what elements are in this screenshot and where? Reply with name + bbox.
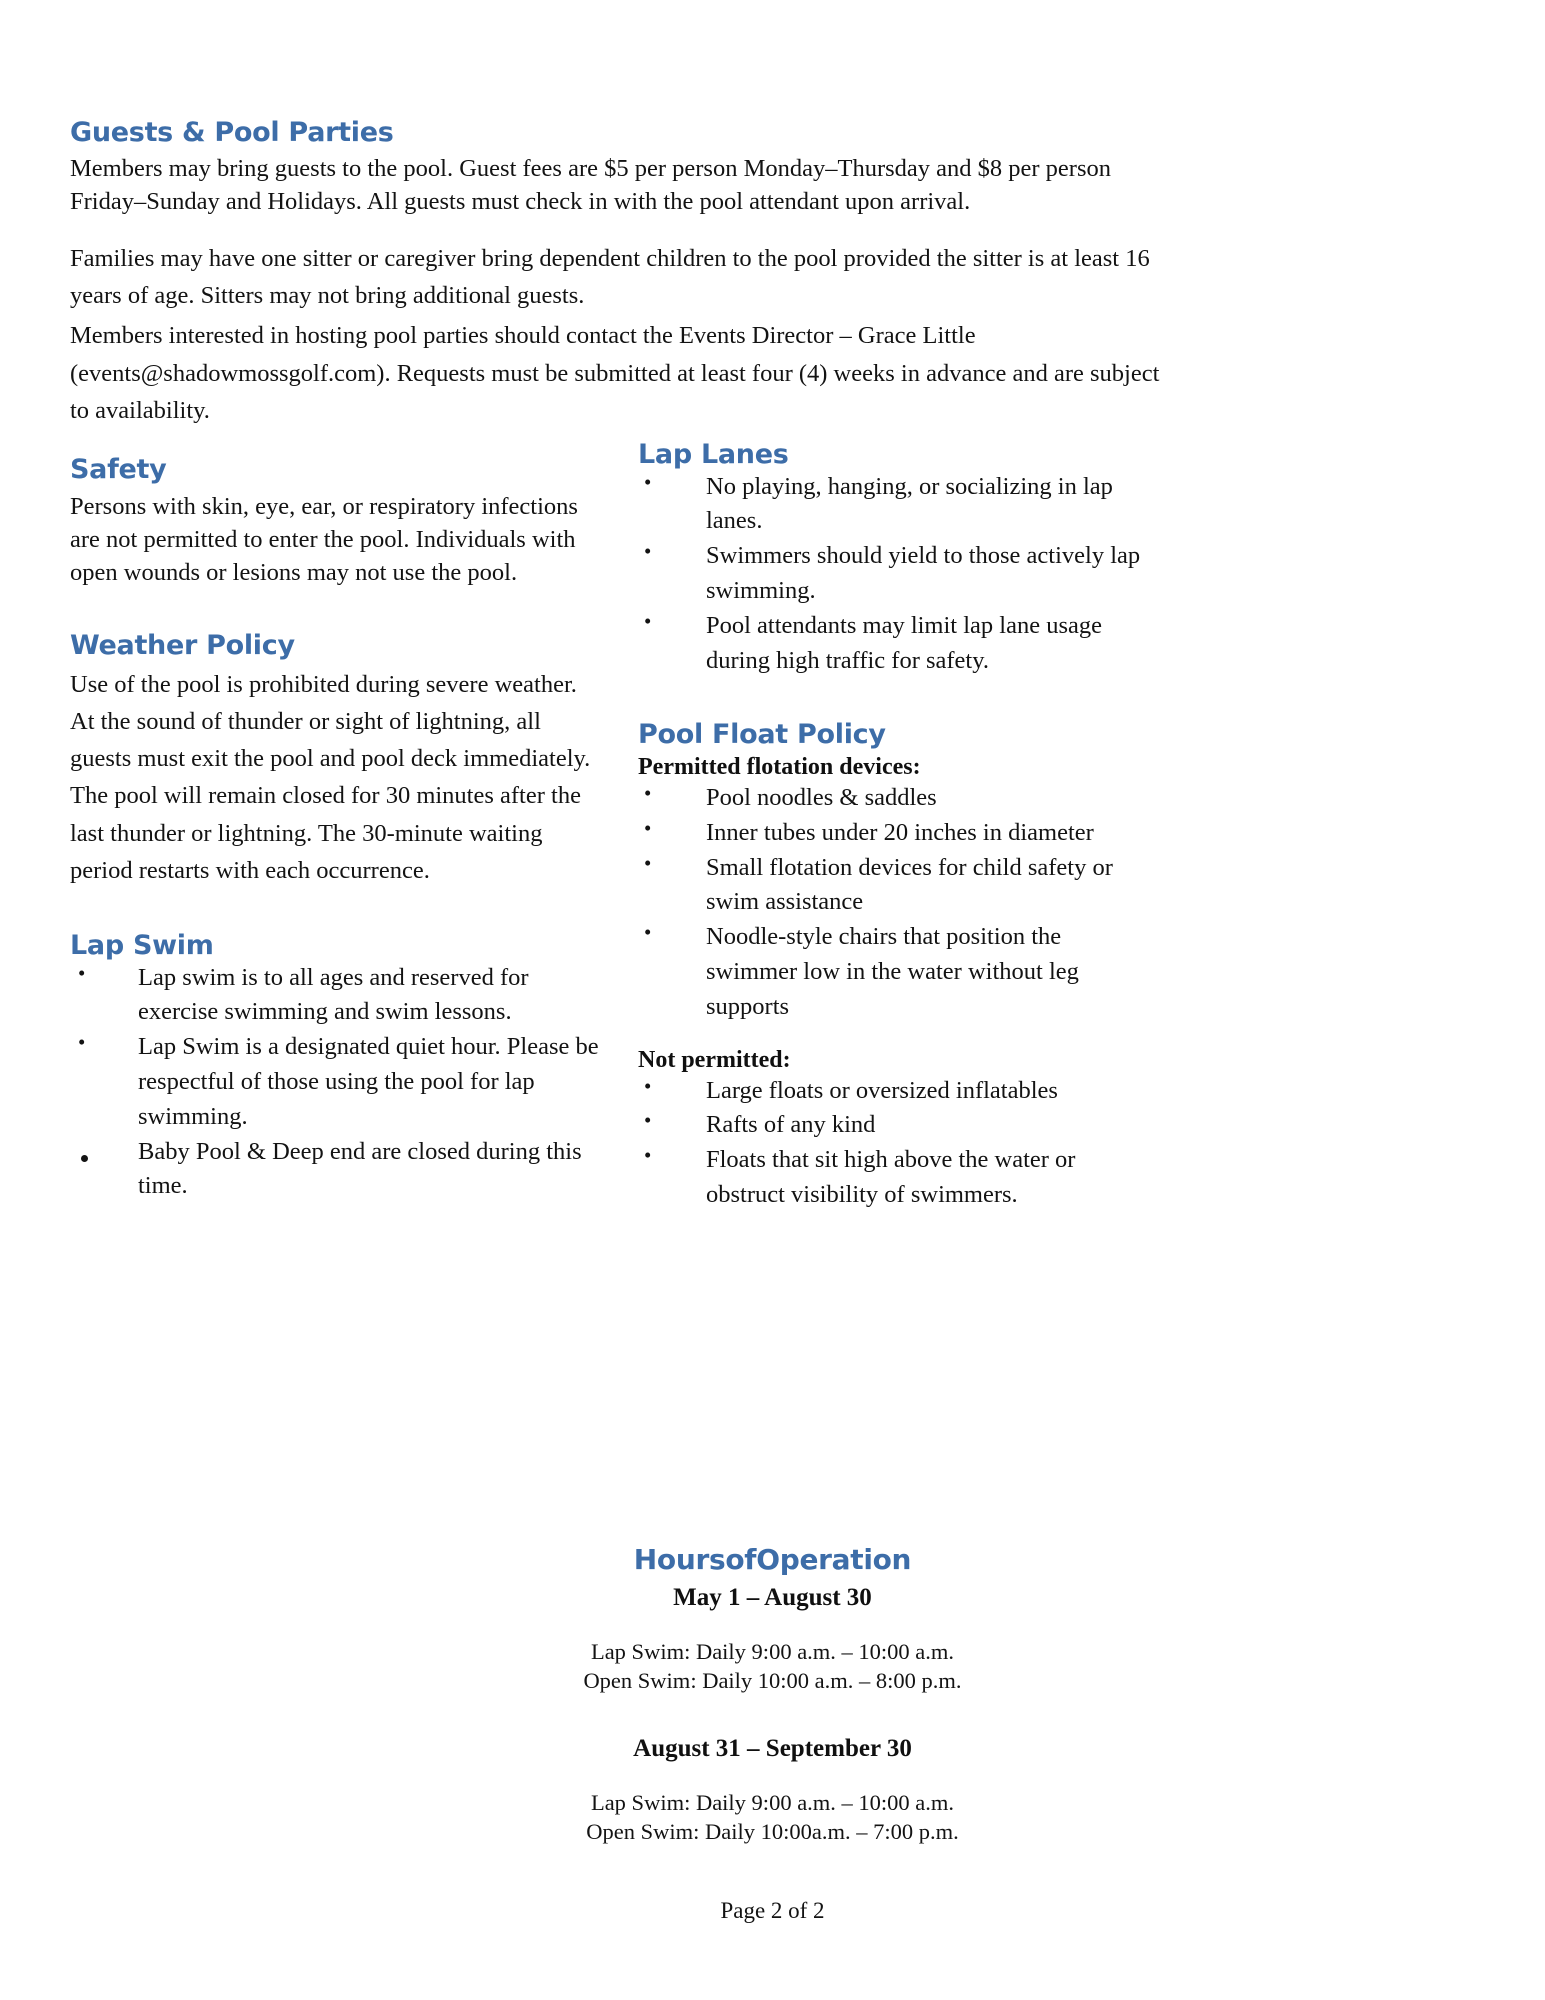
hours-open-swim-2: Open Swim: Daily 10:00a.m. – 7:00 p.m. — [586, 1819, 959, 1845]
hours-open-swim-1: Open Swim: Daily 10:00 a.m. – 8:00 p.m. — [583, 1667, 962, 1693]
list-item: Baby Pool & Deep end are closed during this time. — [70, 1135, 600, 1205]
section-pool-float-policy — [638, 720, 1158, 1212]
list-item: • Pool attendants may limit lap lane usage during high traffic for safety. — [638, 609, 1158, 679]
heading-hours-of-operation: HoursofOperation — [633, 1543, 912, 1576]
hours-lap-swim-2: Lap Swim: Daily 9:00 a.m. – 10:00 a.m. — [590, 1790, 955, 1816]
section-weather-policy — [70, 631, 600, 889]
guests-paragraph-1: Members may bring guests to the pool. Guest fees are $5 per person Monday–Thursday and $8 per person Friday–Sunday and Holidays. All guests must check in with the pool attendant upon arrival. — [70, 154, 1111, 215]
section-lap-swim — [70, 931, 600, 1204]
guests-paragraph-2: Families may have one sitter or caregiver bring dependent children to the pool provided the sitter is at least 16 years of age. Sitters may not bring additional guests. — [70, 244, 1150, 310]
list-item: • Floats that sit high above the water or obstruct visibility of swimmers. — [638, 1143, 1158, 1213]
left-column — [70, 455, 600, 1204]
permitted-devices-list — [638, 781, 1158, 1024]
section-guests-pool-parties — [70, 118, 1160, 429]
list-item: • Small flotation devices for child safety or swim assistance — [638, 851, 1158, 921]
hours-date-range-2: August 31 – September 30 — [633, 1735, 912, 1763]
hours-lap-swim-1: Lap Swim: Daily 9:00 a.m. – 10:00 a.m. — [590, 1638, 955, 1664]
guests-paragraph-3: Members interested in hosting pool parties should contact the Events Director – Grace Little (events@shadowmossgolf.com). Requests must be submitted at least four (4) weeks in advance and are subject to availability. — [70, 322, 1160, 424]
list-item: • Lap swim is to all ages and reserved for exercise swimming and swim lessons. — [70, 961, 600, 1031]
not-permitted-list — [638, 1074, 1158, 1213]
page-number: Page 2 of 2 — [720, 1898, 825, 1923]
list-item: • Pool noodles & saddles — [638, 781, 1158, 816]
list-item: • Large floats or oversized inflatables — [638, 1074, 1158, 1109]
lap-lanes-list — [638, 470, 1158, 679]
list-item: • Rafts of any kind — [638, 1108, 1158, 1143]
label-permitted-flotation-devices: Permitted flotation devices: — [638, 754, 921, 781]
list-item: • Lap Swim is a designated quiet hour. Please be respectful of those using the pool for lap swimming. — [70, 1030, 600, 1134]
list-item: • No playing, hanging, or socializing in lap lanes. — [638, 470, 1158, 540]
safety-body: Persons with skin, eye, ear, or respiratory infections are not permitted to enter the pool. Individuals with open wounds or lesions may not use the pool. — [70, 492, 578, 586]
list-item: • Noodle-style chairs that position the swimmer low in the water without leg supports — [638, 920, 1158, 1024]
section-safety — [70, 455, 600, 589]
lap-swim-list — [70, 961, 600, 1204]
list-item: • Swimmers should yield to those actively lap swimming. — [638, 539, 1158, 609]
section-hours-of-operation — [0, 1545, 1545, 1847]
heading-guests-pool-parties: Guests & Pool Parties — [70, 117, 394, 148]
section-lap-lanes — [638, 440, 1158, 678]
right-column — [638, 440, 1158, 1213]
hours-date-range-1: May 1 – August 30 — [673, 1583, 872, 1611]
list-item: • Inner tubes under 20 inches in diameter — [638, 816, 1158, 851]
heading-safety: Safety — [70, 454, 167, 485]
heading-lap-lanes: Lap Lanes — [638, 439, 789, 470]
heading-pool-float-policy: Pool Float Policy — [638, 719, 886, 751]
label-not-permitted: Not permitted: — [638, 1046, 791, 1073]
heading-lap-swim: Lap Swim — [70, 929, 214, 961]
heading-weather-policy: Weather Policy — [70, 629, 295, 661]
weather-policy-body: Use of the pool is prohibited during severe weather. At the sound of thunder or sight of lightning, all guests must exit the pool and pool deck immediately. The pool will remain closed for 30 minutes after the last thunder or lightning. The 30-minute waiting period restarts with each occurrence. — [70, 670, 591, 884]
